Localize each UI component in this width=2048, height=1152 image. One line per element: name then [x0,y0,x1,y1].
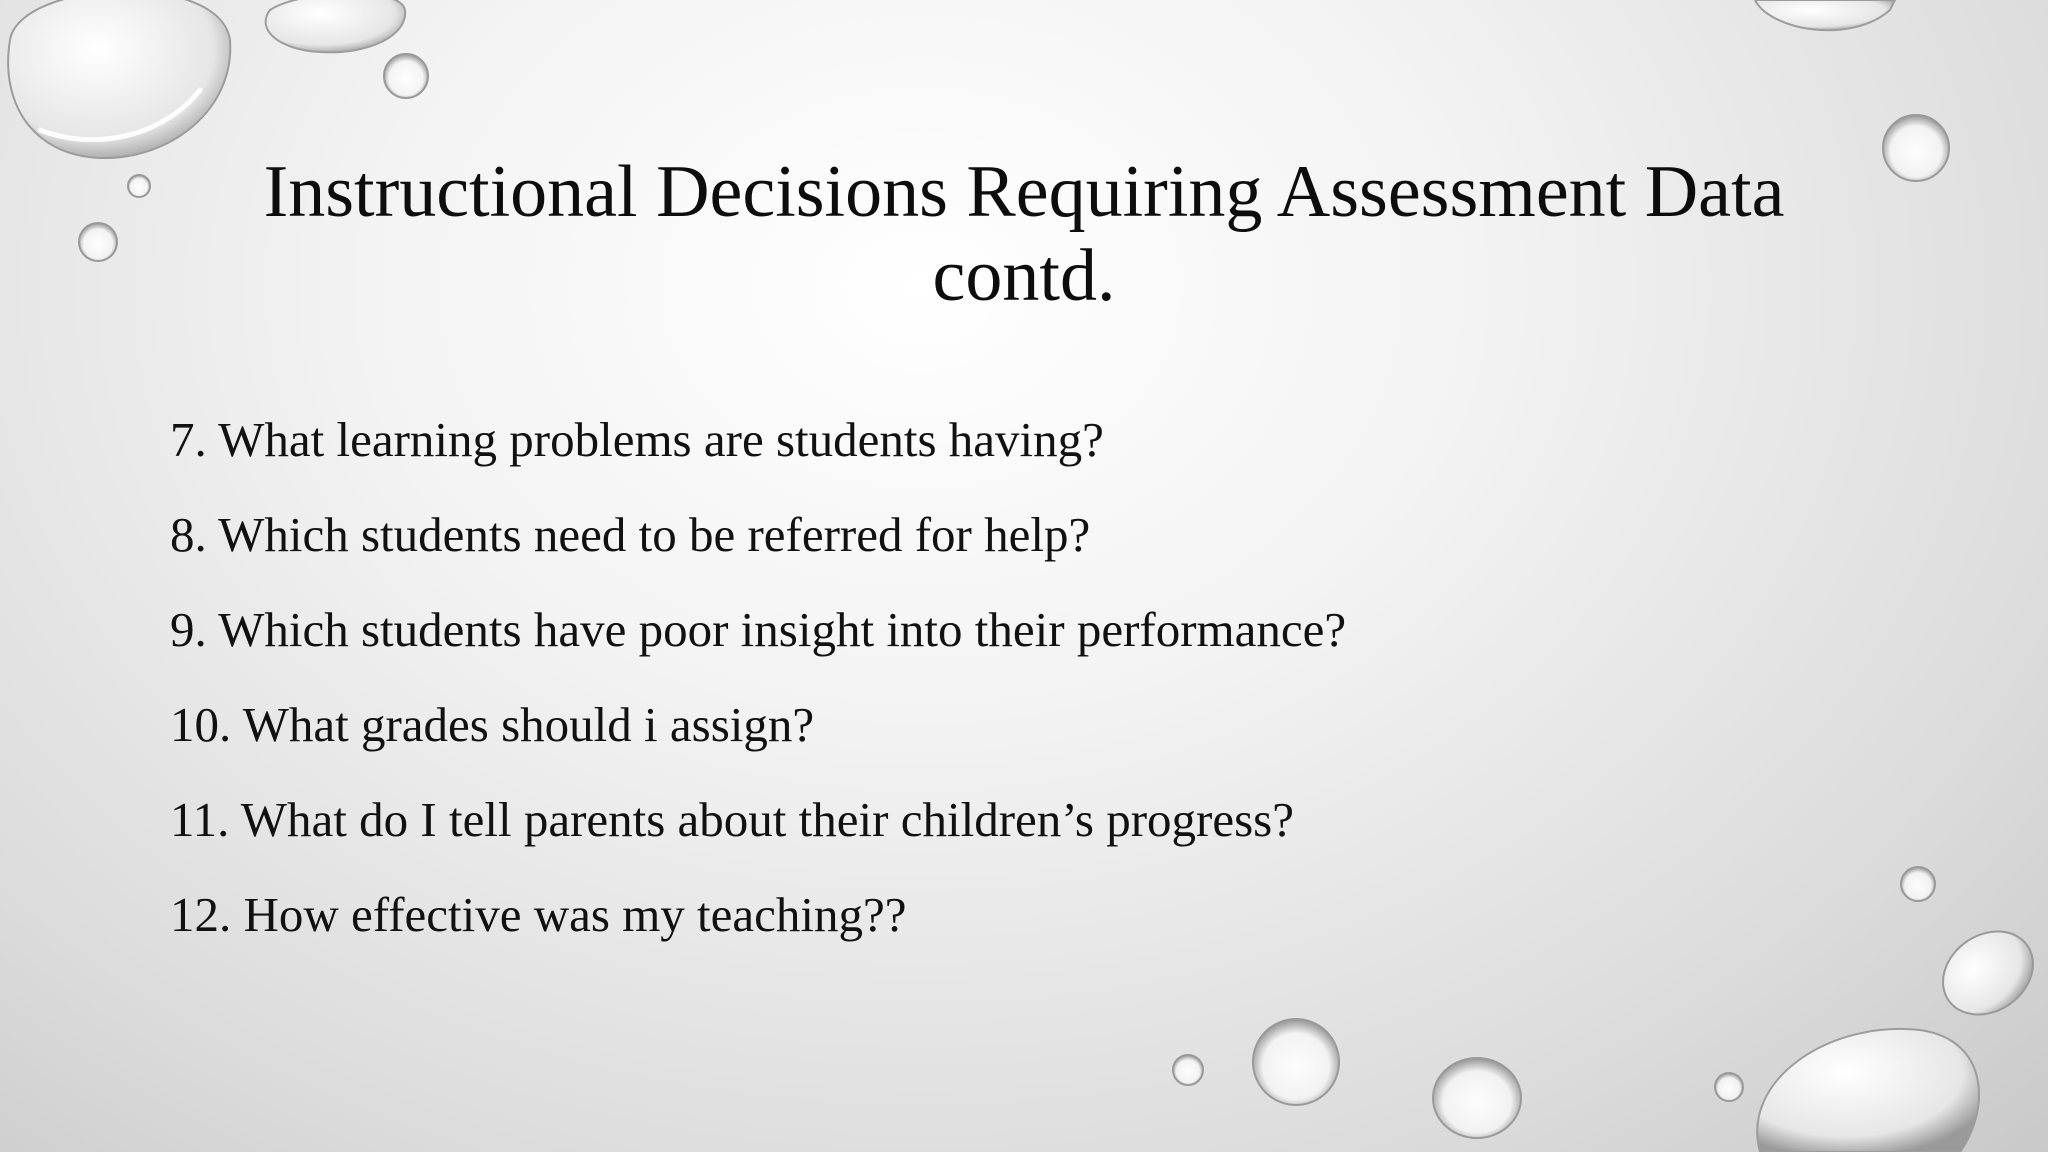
question-list [170,412,1720,982]
droplet-top-right-small [1883,115,1949,181]
droplet-bottom-medium-2 [1433,1058,1521,1138]
slide-title-line-1: Instructional Decisions Requiring Assessment Data [263,151,1785,233]
droplet-bottom-right-large [1757,1029,1979,1152]
droplet-bottom-small-2 [1173,1055,1203,1085]
droplet-small-2 [128,175,150,197]
droplet-bottom-medium-1 [1253,1019,1339,1105]
droplet-bottom-small-1 [1715,1073,1743,1101]
list-item: 12. How effective was my teaching?? [170,887,907,942]
droplet-small-3 [79,223,117,261]
list-item: 11. What do I tell parents about their children’s progress? [170,792,1294,847]
list-item: 10. What grades should i assign? [170,697,815,752]
list-item: 7. What learning problems are students having? [170,412,1104,467]
list-item: 9. Which students have poor insight into their performance? [170,602,1347,657]
droplet-top-left-large [8,0,230,158]
slide-title-line-2: contd. [932,235,1116,317]
list-item: 8. Which students need to be referred for help? [170,507,1091,562]
droplet-top-left-elongated [266,0,406,52]
droplet-right-elongated [1927,914,2048,1031]
droplet-small-1 [384,54,428,98]
slide-title [180,150,1868,318]
droplet-top-right [1755,0,1895,30]
droplet-right-small [1901,867,1935,901]
